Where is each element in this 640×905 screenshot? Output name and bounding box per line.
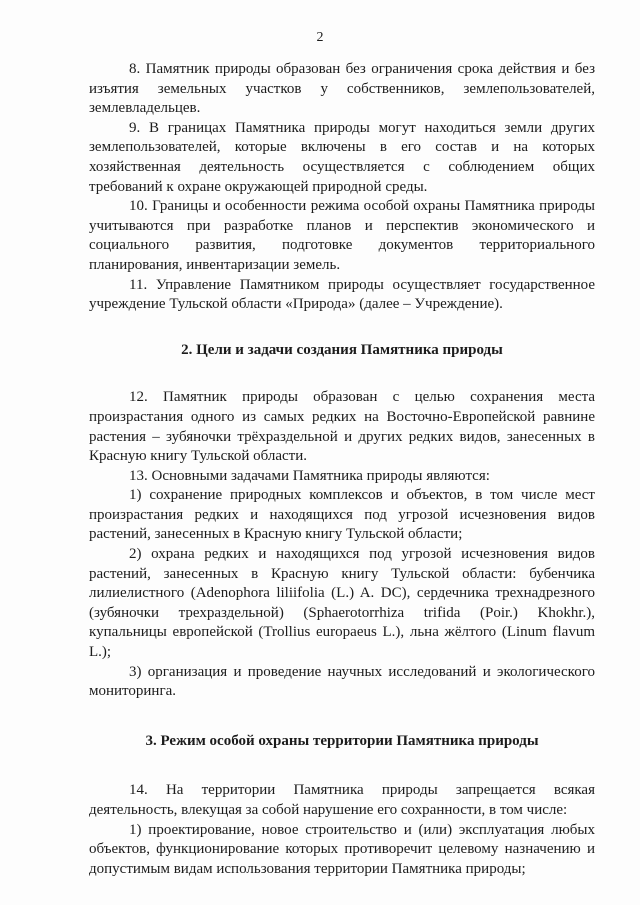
paragraph-9: 9. В границах Памятника природы могут находиться земли других землепользователей, которые включены в его состав и на которых хозяйственная деятельность осуществляется с соблюдением общих требований к охране окружающей природной среды. [89, 119, 595, 195]
task-item-2: 2) охрана редких и находящихся под угрозой исчезновения видов растений, занесенных в Красную книгу Тульской области: бубенчика лилиелистного (Adenophora liliifolia (L.) A. DC), сердечника трехнадрезного (зубяночки трехраздельной) (Sphaerotorrhiza trifida (Poir.) Khokhr.), купальницы европейской (Trollius europaeus L.), льна жёлтого (Linum flavum L.); [89, 546, 595, 661]
section-2-heading: 2. Цели и задачи создания Памятника природы [181, 341, 503, 358]
page-number: 2 [316, 30, 324, 45]
paragraph-10: 10. Границы и особенности режима особой охраны Памятника природы учитываются при разработке планов и перспектив экономического и социального развития, подготовке документов территориального планирования, инвентаризации земель. [89, 198, 595, 273]
paragraph-14: 14. На территории Памятника природы запрещается всякая деятельность, влекущая за собой нарушение его сохранности, в том числе: [89, 782, 595, 818]
document-body [89, 60, 595, 879]
prohibition-item-1: 1) проектирование, новое строительство и (или) эксплуатация любых объектов, функционирование которых противоречит целевому назначению и допустимым видам использования территории Памятника природы; [89, 821, 595, 877]
paragraph-8: 8. Памятник природы образован без ограничения срока действия и без изъятия земельных участков у собственников, землепользователей, землевладельцев. [89, 61, 595, 117]
paragraph-12: 12. Памятник природы образован с целью сохранения места произрастания одного из самых редких на Восточно-Европейской равнине растения – зубяночки трёхраздельной и других редких видов, занесенных в Красную книгу Тульской области. [89, 389, 595, 465]
paragraph-13: 13. Основными задачами Памятника природы являются: [129, 467, 490, 484]
section-3-heading: 3. Режим особой охраны территории Памятника природы [145, 732, 539, 749]
task-item-1: 1) сохранение природных комплексов и объектов, в том числе мест произрастания редких и находящихся под угрозой исчезновения видов растений, занесенных в Красную книгу Тульской области; [89, 487, 595, 543]
task-item-3: 3) организация и проведение научных исследований и экологического мониторинга. [89, 663, 595, 700]
paragraph-11: 11. Управление Памятником природы осуществляет государственное учреждение Тульской области «Природа» (далее – Учреждение). [89, 276, 595, 313]
